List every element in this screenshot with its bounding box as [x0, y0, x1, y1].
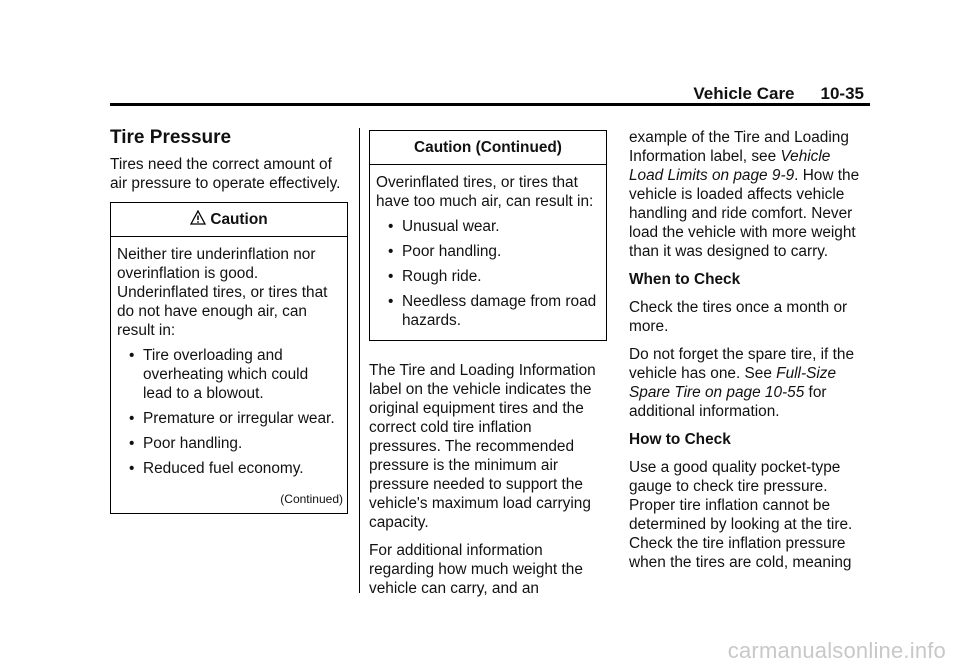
- column-3: [629, 128, 867, 581]
- caution-box: [110, 202, 348, 514]
- text-run: Do not forget the spare tire, if the vehicle has one. See: [629, 346, 854, 382]
- list-item: • Rough ride.: [376, 267, 600, 286]
- load-paragraph: [629, 128, 867, 261]
- list-item: • Poor handling.: [117, 434, 341, 453]
- how-paragraph: Use a good quality pocket-type gauge to check tire pressure. Proper tire inflation cannot be determined by looking at the tire. Check the tire inflation pressure when the tires are cold, meaning: [629, 459, 853, 571]
- column-2: [369, 130, 607, 607]
- watermark: carmanualsonline.info: [727, 638, 946, 663]
- section-heading: Tire Pressure: [110, 127, 232, 148]
- caution-list: [376, 217, 600, 330]
- caution-body: [370, 165, 606, 340]
- text-run: for additional information.: [629, 384, 827, 420]
- list-item: • Unusual wear.: [376, 217, 600, 236]
- list-item: • Needless damage from road hazards.: [376, 292, 600, 330]
- caution-header: Caution (Continued): [370, 131, 606, 165]
- column-divider: [359, 128, 360, 593]
- page-number: 10-35: [820, 84, 864, 103]
- text-run: example of the Tire and Loading Information label, see: [629, 129, 849, 165]
- subheading-when: When to Check: [629, 271, 741, 288]
- cross-reference-link[interactable]: Vehicle Load Limits on page 9-9: [629, 148, 831, 184]
- list-item: • Reduced fuel economy.: [117, 459, 341, 478]
- text-run: . How the vehicle is loaded affects vehicle handling and ride comfort. Never load the vehicle with more weight than it was designed to carry.: [629, 167, 860, 260]
- caution-text: Overinflated tires, or tires that have too much air, can result in:: [376, 174, 594, 210]
- header-rule: [110, 103, 870, 106]
- page-header: [693, 84, 864, 104]
- spare-paragraph: [629, 345, 867, 421]
- when-paragraph: Check the tires once a month or more.: [629, 299, 848, 335]
- weight-paragraph: For additional information regarding how much weight the vehicle can carry, and an: [369, 542, 583, 597]
- caution-list: [117, 346, 341, 478]
- caution-title: Caution: [210, 211, 268, 228]
- subheading-how: How to Check: [629, 431, 731, 448]
- column-1: [110, 122, 348, 526]
- caution-body: [111, 237, 347, 488]
- list-item: • Poor handling.: [376, 242, 600, 261]
- list-item: • Tire overloading and overheating which could lead to a blowout.: [117, 346, 341, 403]
- label-paragraph: The Tire and Loading Information label on the vehicle indicates the original equipment tires and the correct cold tire inflation pressures. The recommended pressure is the minimum air pressure needed to support the vehicle's maximum load carrying capacity.: [369, 362, 596, 531]
- cross-reference-link[interactable]: Full-Size Spare Tire on page 10-55: [629, 365, 837, 401]
- caution-header: [111, 203, 347, 237]
- list-item: • Premature or irregular wear.: [117, 409, 341, 428]
- warning-icon: [190, 210, 206, 226]
- continued-label: (Continued): [280, 492, 343, 506]
- section-title: Vehicle Care: [693, 84, 795, 103]
- caution-box-continued: [369, 130, 607, 341]
- intro-paragraph: Tires need the correct amount of air pressure to operate effectively.: [110, 156, 341, 192]
- caution-text: Neither tire underinflation nor overinflation is good. Underinflated tires, or tires that do not have enough air, can result in:: [117, 246, 328, 339]
